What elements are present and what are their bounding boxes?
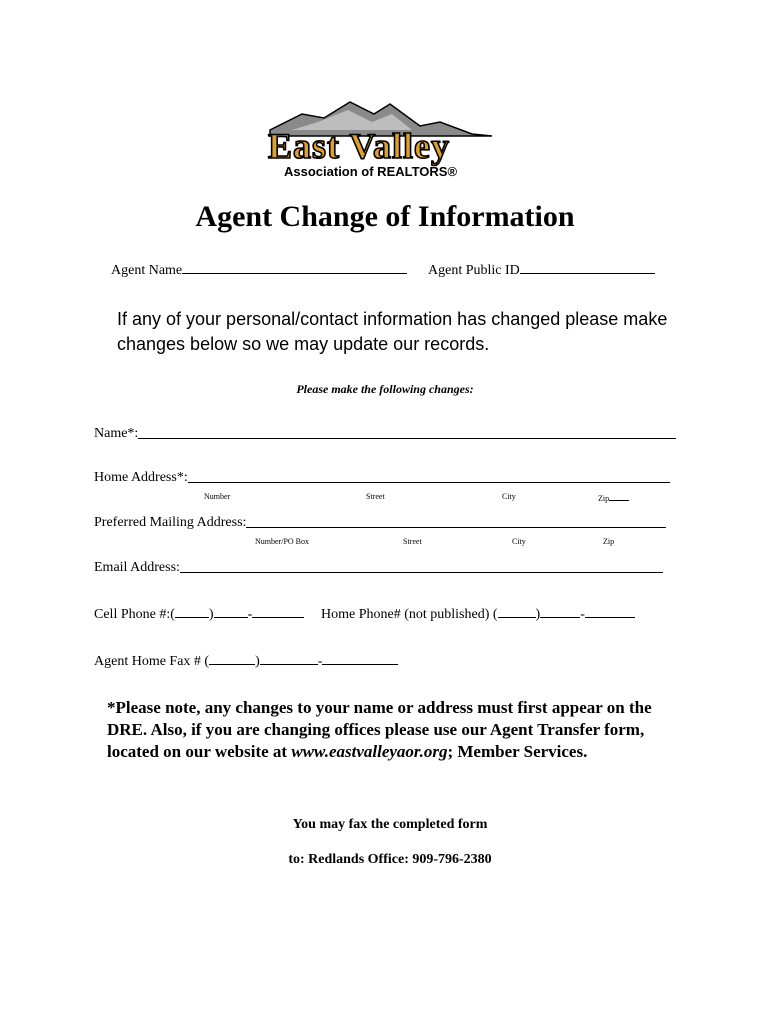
paren-close: ) — [535, 607, 541, 622]
intro-text: If any of your personal/contact information has changed please make changes below so we may update our records. — [117, 309, 668, 354]
paren-close: ) — [208, 607, 214, 622]
email-label: Email Address: — [94, 560, 180, 575]
agent-name-row — [111, 260, 407, 279]
fax-area-code-field[interactable] — [209, 651, 255, 665]
agent-name-field[interactable] — [182, 260, 407, 274]
note-text: *Please note, any changes to your name or address must first appear on the DRE. Also, if you are changing offices please use our Agent Transfer form, located on our website at — [107, 698, 652, 761]
agent-id-label: Agent Public ID — [428, 263, 520, 278]
cell-phone-row — [94, 604, 304, 623]
home-phone-label: Home Phone# (not published) ( — [321, 607, 498, 622]
agent-name-label: Agent Name — [111, 263, 183, 278]
note-text-end: ; Member Services. — [447, 742, 588, 761]
fax-label: Agent Home Fax # ( — [94, 654, 210, 669]
name-field[interactable] — [138, 437, 676, 439]
website-link[interactable]: www.eastvalleyaor.org — [291, 742, 448, 761]
home-address-row — [94, 470, 670, 486]
logo-subtitle: Association of REALTORS® — [284, 164, 458, 179]
home-street-caption: Street — [366, 492, 385, 501]
mailing-zip-caption: Zip — [603, 537, 615, 546]
dash: - — [580, 607, 585, 622]
name-label: Name*: — [94, 426, 139, 441]
cell-area-code-field[interactable] — [175, 604, 209, 618]
home-number-caption: Number — [204, 492, 231, 501]
name-row — [94, 426, 676, 442]
home-zip-field[interactable] — [609, 492, 629, 501]
home-address-label: Home Address*: — [94, 470, 188, 485]
cell-line-field[interactable] — [252, 604, 304, 618]
home-address-field[interactable] — [188, 481, 670, 483]
home-zip-row — [598, 492, 629, 503]
fax-prefix-field[interactable] — [260, 651, 318, 665]
mailing-address-field[interactable] — [246, 526, 666, 528]
changes-heading: Please make the following changes: — [296, 382, 474, 396]
logo-wordmark: East Valley — [268, 126, 451, 166]
home-zip-caption: Zip — [598, 494, 610, 503]
mailing-city-caption: City — [512, 537, 526, 546]
home-prefix-field[interactable] — [540, 604, 580, 618]
fax-row — [94, 651, 398, 670]
mailing-street-caption: Street — [403, 537, 422, 546]
home-line-field[interactable] — [585, 604, 635, 618]
cell-prefix-field[interactable] — [214, 604, 248, 618]
dash: - — [317, 654, 323, 669]
home-city-caption: City — [502, 492, 516, 501]
dre-note — [107, 697, 667, 763]
dash: - — [247, 607, 253, 622]
cell-phone-label: Cell Phone #:( — [94, 607, 175, 622]
paren-close: ) — [255, 654, 260, 669]
page-title: Agent Change of Information — [195, 200, 575, 233]
mailing-address-row — [94, 515, 666, 531]
fax-line-field[interactable] — [322, 651, 398, 665]
fax-instructions-line1: You may fax the completed form — [292, 817, 488, 832]
home-area-code-field[interactable] — [498, 604, 536, 618]
fax-instructions-line2: to: Redlands Office: 909-796-2380 — [288, 852, 492, 867]
mailing-address-label: Preferred Mailing Address: — [94, 515, 247, 530]
email-field[interactable] — [180, 571, 663, 573]
mailing-number-caption: Number/PO Box — [255, 537, 309, 546]
email-row — [94, 560, 663, 576]
mountain-logo-icon — [262, 100, 524, 180]
east-valley-logo — [262, 100, 524, 180]
agent-id-row — [428, 260, 655, 279]
agent-id-field[interactable] — [520, 260, 655, 274]
home-phone-row — [321, 604, 635, 623]
